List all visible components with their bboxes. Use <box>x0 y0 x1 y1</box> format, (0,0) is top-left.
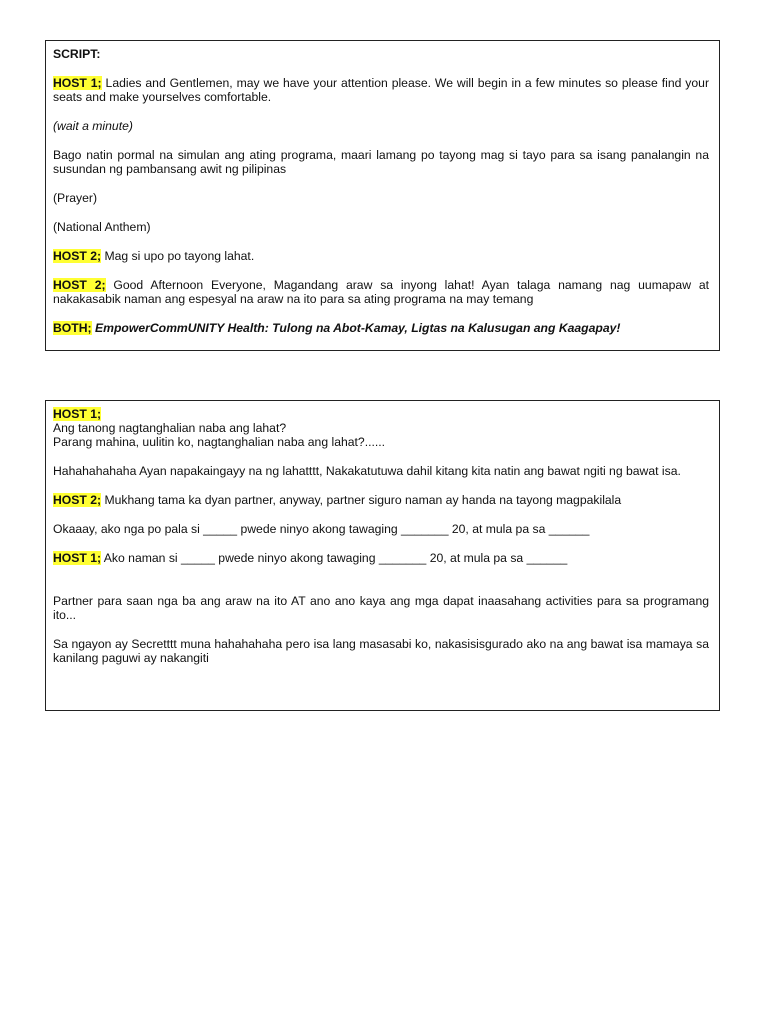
paragraph-text: (wait a minute) <box>53 119 133 133</box>
stage-direction-prayer <box>53 191 709 205</box>
paragraph-text: Sa ngayon ay Secretttt muna hahahahaha pero isa lang masasabi ko, nakasisisgurado ako na ang bawat isa mamaya sa kanilang paguwi ay nakangiti <box>53 637 709 665</box>
script-box-1 <box>45 40 720 351</box>
speaker-label: BOTH; <box>53 321 92 335</box>
paragraph-text: Partner para saan nga ba ang araw na ito AT ano ano kaya ang mga dapat inaasahang activities para sa programang ito... <box>53 594 709 622</box>
paragraph-text: Bago natin pormal na simulan ang ating programa, maari lamang po tayong mag si tayo para sa isang panalangin na susundan ng pambansang awit ng pilipinas <box>53 148 709 176</box>
paragraph-text: Ang tanong nagtanghalian naba ang lahat? <box>53 421 287 435</box>
question-line-1 <box>53 421 709 435</box>
host1-intro-blank-paragraph <box>53 551 709 565</box>
paragraph-text: (Prayer) <box>53 191 98 205</box>
stage-direction <box>53 119 709 133</box>
heading-text: SCRIPT: <box>53 47 101 61</box>
speaker-label: HOST 1; <box>53 76 102 90</box>
paragraph-text: Good Afternoon Everyone, Magandang araw sa inyong lahat! Ayan talaga namang nag uumapaw at nakakasabik naman ang espesyal na araw na ito para sa ating programa na may temang <box>53 278 710 306</box>
speaker-label: HOST 1; <box>53 551 102 565</box>
paragraph-text: (National Anthem) <box>53 220 151 234</box>
partner-question-paragraph <box>53 594 709 622</box>
host2-greeting-paragraph <box>53 278 709 306</box>
script-heading <box>53 47 709 61</box>
both-theme-paragraph <box>53 321 709 335</box>
paragraph-text: Ako naman si _____ pwede ninyo akong tawaging _______ 20, at mula pa sa ______ <box>101 551 568 565</box>
prayer-intro-paragraph <box>53 148 709 176</box>
host1-label-line <box>53 407 709 421</box>
question-line-2 <box>53 435 709 449</box>
stage-direction-anthem <box>53 220 709 234</box>
paragraph-text: Mag si upo po tayong lahat. <box>101 249 255 263</box>
paragraph-text: Parang mahina, uulitin ko, nagtanghalian naba ang lahat?...... <box>53 435 386 449</box>
host2-partner-paragraph <box>53 493 709 507</box>
host2-seat-paragraph <box>53 249 709 263</box>
speaker-label: HOST 2; <box>53 493 102 507</box>
paragraph-text: Mukhang tama ka dyan partner, anyway, partner siguro naman ay handa na tayong magpakilala <box>101 493 622 507</box>
theme-text: EmpowerCommUNITY Health: Tulong na Abot-Kamay, Ligtas na Kalusugan ang Kaagapay! <box>91 321 621 335</box>
paragraph-text: Ladies and Gentlemen, may we have your attention please. We will begin in a few minutes so please find your seats and make yourselves comfortable. <box>53 76 710 104</box>
speaker-label: HOST 2; <box>53 278 106 292</box>
laughter-paragraph <box>53 464 709 478</box>
paragraph-text: Hahahahahaha Ayan napakaingayy na ng lahatttt, Nakakatutuwa dahil kitang kita natin ang bawat ngiti ng bawat isa. <box>53 464 681 478</box>
script-box-2 <box>45 400 720 711</box>
intro-blank-paragraph <box>53 522 709 536</box>
secret-paragraph <box>53 637 709 665</box>
paragraph-text: Okaaay, ako nga po pala si _____ pwede ninyo akong tawaging _______ 20, at mula pa sa ______ <box>53 522 590 536</box>
speaker-label: HOST 1; <box>53 407 102 421</box>
speaker-label: HOST 2; <box>53 249 102 263</box>
host1-intro-paragraph <box>53 76 709 104</box>
